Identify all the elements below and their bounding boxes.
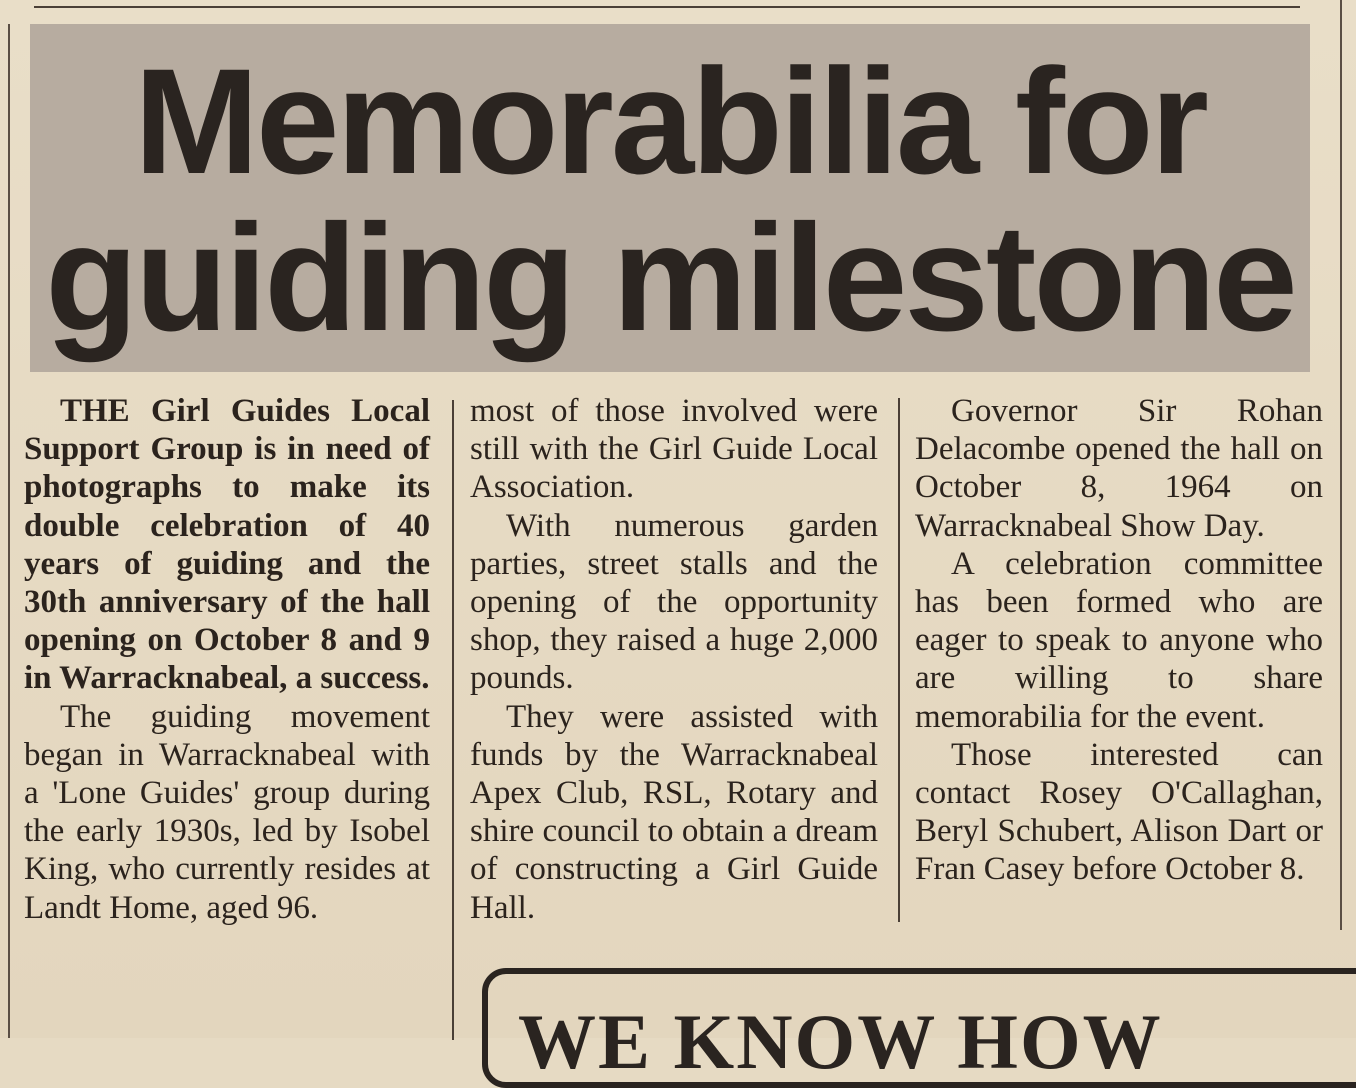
headline <box>30 24 1310 372</box>
article-column-2 <box>470 392 878 927</box>
lead-paragraph: THE Girl Guides Local Support Group is in need of photographs to make its double celebration of 40 years of guiding and the 30th anniversary of the hall opening on October 8 and 9 in Warracknabeal, a success. <box>24 393 430 697</box>
advertisement-box <box>482 968 1356 1088</box>
top-rule <box>34 6 1300 8</box>
paragraph: A celebration committee has been formed who are eager to speak to anyone who are willing to share memorabilia for the event. <box>915 545 1323 735</box>
paragraph: Governor Sir Rohan Delacombe opened the hall on October 8, 1964 on Warracknabeal Show Day. <box>915 393 1323 544</box>
article-column-1 <box>24 392 430 927</box>
column-divider <box>452 400 454 1040</box>
headline-line-1: Memorabilia for <box>134 37 1206 205</box>
column-divider <box>898 398 900 922</box>
right-column-rule <box>1340 0 1342 930</box>
paragraph: They were assisted with funds by the Warracknabeal Apex Club, RSL, Rotary and shire council to obtain a dream of constructing a Girl Guide Hall. <box>470 698 878 926</box>
paragraph: most of those involved were still with the Girl Guide Local Association. <box>470 393 878 506</box>
paragraph: The guiding movement began in Warracknabeal with a 'Lone Guides' group during the early 1930s, led by Isobel King, who currently resides at Landt Home, aged 96. <box>24 698 430 926</box>
advertisement-text: WE KNOW HOW <box>518 998 1163 1085</box>
article-column-3 <box>915 392 1323 889</box>
headline-line-2: guiding milestone <box>45 193 1295 363</box>
left-column-rule <box>8 24 10 1038</box>
paragraph: With numerous garden parties, street stalls and the opening of the opportunity shop, they raised a huge 2,000 pounds. <box>470 507 878 697</box>
paragraph: Those interested can contact Rosey O'Callaghan, Beryl Schubert, Alison Dart or Fran Casey before October 8. <box>915 736 1323 888</box>
